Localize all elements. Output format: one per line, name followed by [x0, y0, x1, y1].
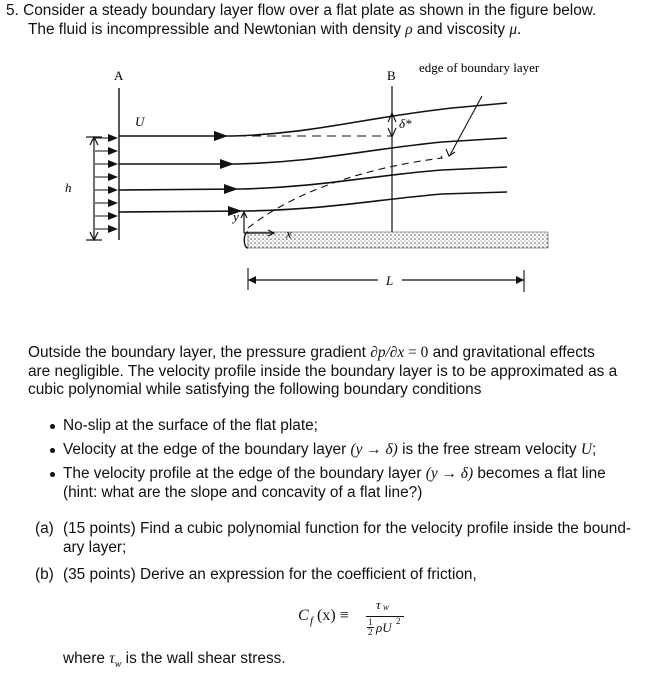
problem-intro-2c: . — [517, 21, 522, 38]
boundary-layer-edge-curve — [248, 154, 442, 228]
eq-half-num: 1 — [368, 617, 373, 627]
eq-denom-rest: ρU — [376, 620, 392, 635]
bullet-dot-3 — [50, 472, 55, 477]
problem-intro-2b: and viscosity — [412, 21, 510, 38]
bullet-dot-1 — [50, 424, 55, 429]
problem-intro-1: Consider a steady boundary layer flow over a flat plate as shown in the figure below. — [23, 2, 597, 19]
label-L: L — [386, 273, 394, 288]
eq-lhs-arg: (x) ≡ — [317, 607, 349, 624]
eq-denom-sup: 2 — [396, 616, 401, 626]
paragraph-text-1a: Outside the boundary layer, the pressure gradient — [28, 344, 371, 361]
part-a-text-1: (15 points) Find a cubic polynomial function for the velocity profile inside the bound- — [63, 520, 632, 537]
part-b-text-1: (35 points) Derive an expression for the coefficient of friction, — [63, 566, 477, 583]
L-arrow-left-icon — [248, 276, 256, 284]
eq-numer: τ — [376, 597, 381, 612]
label-B: B — [387, 68, 396, 83]
paragraph-text-2: are negligible. The velocity profile inside the boundary layer is to be approximated as a — [28, 363, 618, 380]
part-a-label-text: (a) — [35, 520, 54, 537]
pressure-gradient-eq: = 0 — [404, 344, 429, 361]
footer-line — [63, 649, 286, 674]
footer-tau: τ — [109, 650, 115, 667]
bullet-2-U: U — [580, 441, 592, 458]
problem-line-1 — [6, 1, 596, 20]
mu-symbol: μ — [509, 21, 518, 38]
part-a-line-2 — [63, 538, 126, 557]
friction-coefficient-equation — [296, 595, 436, 643]
bullet-3-text-b: becomes a flat line — [473, 465, 606, 482]
bullet-2-text-a: Velocity at the edge of the boundary layer — [63, 441, 351, 458]
eq-lhs-sub: f — [310, 615, 314, 627]
problem-intro-2a: The fluid is incompressible and Newtonian with density — [28, 21, 406, 38]
part-a-line-1 — [63, 519, 631, 538]
bullet-3-hint: (hint: what are the slope and concavity of a flat line?) — [63, 484, 423, 501]
edge-leader-arrow-icon — [446, 149, 455, 156]
paragraph-text-1b: and gravitational effects — [428, 344, 595, 361]
streamline-arrowheads — [214, 131, 242, 216]
label-x: x — [286, 226, 292, 241]
footer-tau-sub: w — [114, 659, 122, 671]
label-y: y — [233, 209, 239, 224]
label-U: U — [135, 114, 145, 129]
eq-lhs: C — [298, 607, 309, 624]
footer-rest: is the wall shear stress. — [121, 650, 286, 667]
bullet-2 — [63, 440, 596, 459]
bullet-3-math: (y → δ) — [425, 465, 474, 482]
part-b-label — [35, 565, 54, 584]
part-b-label-text: (b) — [35, 566, 54, 583]
bullet-3-text-a: The velocity profile at the edge of the boundary layer — [63, 465, 426, 482]
flat-plate — [248, 232, 548, 248]
plate-leading-edge — [244, 232, 248, 248]
label-edge: edge of boundary layer — [419, 60, 540, 75]
inlet-velocity-arrows — [95, 138, 117, 229]
pressure-gradient-math: ∂p/∂x — [370, 344, 405, 361]
part-b-line-1 — [63, 565, 477, 584]
bullet-1-text: No-slip at the surface of the flat plate; — [63, 417, 318, 434]
footer-where: where — [63, 650, 110, 667]
label-A: A — [114, 68, 124, 83]
problem-line-2 — [28, 20, 521, 39]
L-arrow-right-icon — [516, 276, 524, 284]
paragraph-line-1 — [28, 343, 595, 362]
paragraph-line-2 — [28, 362, 617, 381]
eq-half-den: 2 — [368, 627, 373, 637]
eq-numer-sub: w — [383, 602, 390, 612]
part-a-label — [35, 519, 54, 538]
streamlines — [119, 103, 507, 212]
bullet-dot-2 — [50, 448, 55, 453]
boundary-layer-figure — [62, 58, 562, 294]
problem-number: 5. — [6, 2, 19, 19]
paragraph-line-3 — [28, 380, 481, 399]
part-a-text-2: ary layer; — [63, 539, 127, 556]
bullet-3 — [63, 464, 606, 483]
label-h: h — [65, 180, 72, 195]
edge-leader-line — [450, 96, 482, 155]
bullet-2-math: (y → δ) — [350, 441, 398, 458]
rho-symbol: ρ — [405, 21, 413, 38]
bullet-3-line-2 — [63, 483, 422, 502]
bullet-1 — [63, 416, 318, 435]
paragraph-text-3: cubic polynomial while satisfying the following boundary conditions — [28, 381, 482, 398]
bullet-2-text-c: ; — [591, 441, 597, 458]
bullet-2-text-b: is the free stream velocity — [397, 441, 581, 458]
label-delta: δ* — [399, 116, 412, 131]
